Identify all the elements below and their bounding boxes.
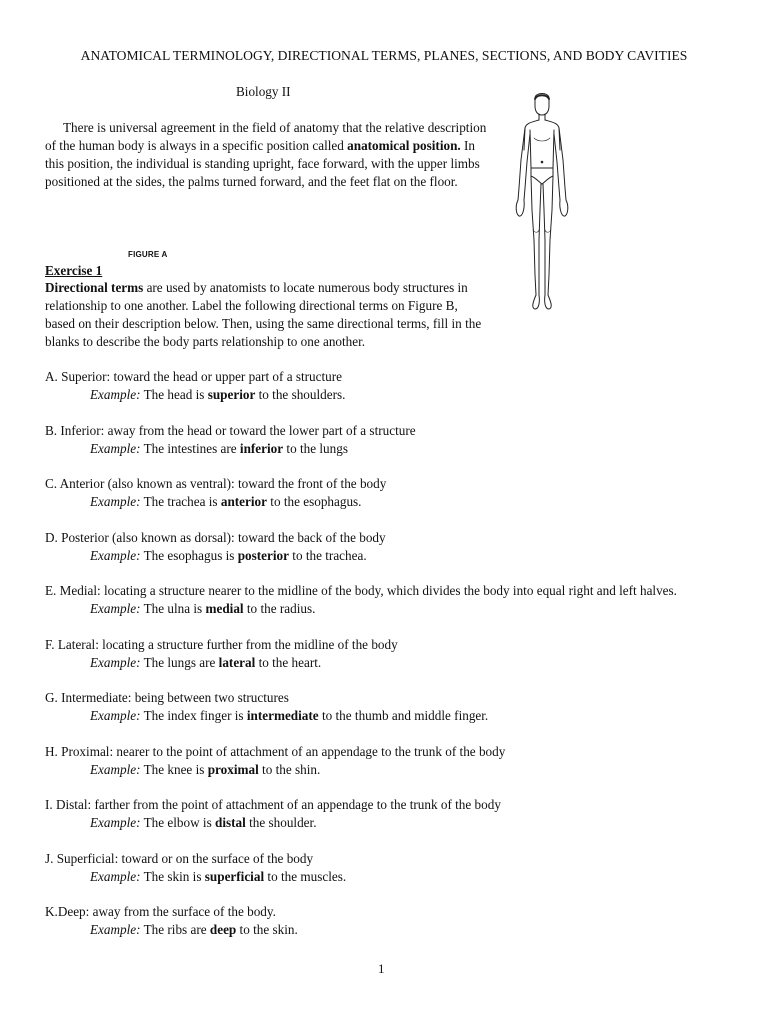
example-label: Example: xyxy=(90,708,141,723)
term-definition: G. Intermediate: being between two structures xyxy=(45,690,289,705)
term-example xyxy=(45,600,735,618)
example-text-before: The esophagus is xyxy=(140,547,238,563)
example-text-before: The lungs are xyxy=(140,654,219,670)
example-label: Example: xyxy=(90,494,141,509)
exercise-heading: Exercise 1 xyxy=(45,263,103,278)
example-label: Example: xyxy=(90,761,141,777)
example-text-before: The elbow is xyxy=(140,815,216,830)
term-definition: H. Proximal: nearer to the point of attachment of an appendage to the trunk of the body xyxy=(45,743,506,759)
term-item xyxy=(45,636,735,672)
example-text-after: to the skin. xyxy=(236,922,298,937)
example-label: Example: xyxy=(90,601,141,616)
example-bold-term: superficial xyxy=(204,868,265,884)
term-definition: C. Anterior (also known as ventral): toward the front of the body xyxy=(45,476,387,491)
example-bold-term: anterior xyxy=(220,494,267,509)
example-label: Example: xyxy=(90,868,141,884)
example-text-before: The trachea is xyxy=(140,494,221,509)
example-label: Example: xyxy=(90,440,141,456)
example-text-before: The knee is xyxy=(140,761,208,777)
directional-terms-list xyxy=(45,368,735,957)
example-text-after: to the radius. xyxy=(243,601,316,616)
term-item xyxy=(45,582,735,618)
term-example xyxy=(45,761,735,779)
example-label: Example: xyxy=(90,654,141,670)
example-text-after: the shoulder. xyxy=(245,815,317,830)
term-definition: E. Medial: locating a structure nearer to the midline of the body, which divides the body into equal right and left halves. xyxy=(45,583,677,598)
example-text-after: to the thumb and middle finger. xyxy=(318,708,489,723)
page-number: 1 xyxy=(378,961,385,976)
example-label: Example: xyxy=(90,387,141,402)
term-definition: B. Inferior: away from the head or toward the lower part of a structure xyxy=(45,422,416,438)
term-definition: K.Deep: away from the surface of the body. xyxy=(45,904,276,919)
term-definition: A. Superior: toward the head or upper part of a structure xyxy=(45,369,342,384)
term-item xyxy=(45,422,735,458)
example-bold-term: deep xyxy=(209,922,237,937)
term-example xyxy=(45,386,735,404)
example-text-before: The intestines are xyxy=(140,440,240,456)
example-bold-term: superior xyxy=(207,387,256,402)
example-label: Example: xyxy=(90,922,141,937)
example-bold-term: posterior xyxy=(237,547,289,563)
term-definition: I. Distal: farther from the point of attachment of an appendage to the trunk of the body xyxy=(45,797,501,812)
intro-bold-term: anatomical position. xyxy=(347,138,461,153)
intro-text-after: In this position, the individual is standing upright, face forward, with the upper limbs positioned at the sides, the palms turned forward, and the feet flat on the floor. xyxy=(45,138,480,189)
intro-paragraph xyxy=(45,119,495,191)
term-example xyxy=(45,547,735,565)
example-bold-term: medial xyxy=(205,601,244,616)
term-item xyxy=(45,796,735,832)
example-text-before: The ulna is xyxy=(140,601,206,616)
example-bold-term: distal xyxy=(215,815,246,830)
term-item xyxy=(45,850,735,886)
intro-text-before: There is universal agreement in the field of anatomy that the relative description of the human body is always in a specific position called xyxy=(45,120,487,153)
term-item xyxy=(45,689,735,725)
term-example xyxy=(45,493,735,511)
term-example xyxy=(45,707,735,725)
term-item xyxy=(45,368,735,404)
example-text-before: The skin is xyxy=(140,868,205,884)
exercise-description xyxy=(45,279,745,351)
term-example xyxy=(45,868,735,886)
figure-label: FIGURE A xyxy=(128,250,168,259)
example-label: Example: xyxy=(90,815,141,830)
document-subtitle: Biology II xyxy=(236,84,291,99)
example-text-before: The index finger is xyxy=(140,708,247,723)
example-text-after: to the shoulders. xyxy=(255,387,346,402)
term-example xyxy=(45,814,735,832)
example-text-after: to the heart. xyxy=(255,654,322,670)
term-example xyxy=(45,654,735,672)
term-definition: D. Posterior (also known as dorsal): toward the back of the body xyxy=(45,529,386,545)
example-text-before: The head is xyxy=(140,387,208,402)
term-item xyxy=(45,743,735,779)
term-item xyxy=(45,903,735,939)
document-title: ANATOMICAL TERMINOLOGY, DIRECTIONAL TERMS, PLANES, SECTIONS, AND BODY CAVITIES xyxy=(80,48,688,63)
term-example xyxy=(45,440,735,458)
exercise-bold-term: Directional terms xyxy=(45,280,144,295)
term-item xyxy=(45,475,735,511)
example-text-after: to the esophagus. xyxy=(266,494,362,509)
example-bold-term: inferior xyxy=(239,440,284,456)
example-bold-term: lateral xyxy=(218,654,256,670)
example-text-before: The ribs are xyxy=(140,922,210,937)
term-item xyxy=(45,529,735,565)
example-bold-term: intermediate xyxy=(246,708,319,723)
example-text-after: to the shin. xyxy=(258,761,321,777)
example-text-after: to the muscles. xyxy=(264,868,347,884)
example-bold-term: proximal xyxy=(207,761,259,777)
term-example xyxy=(45,921,735,939)
term-definition: J. Superficial: toward or on the surface of the body xyxy=(45,850,314,866)
exercise-text: are used by anatomists to locate numerous body structures in relationship to one another. Label the following directional terms on Figure B, based on their description below. Then, using the same directional terms, fill in the blanks to describe the body parts relationship to one another. xyxy=(45,280,482,349)
example-text-after: to the trachea. xyxy=(289,547,367,563)
term-definition: F. Lateral: locating a structure further from the midline of the body xyxy=(45,636,398,652)
example-text-after: to the lungs xyxy=(283,440,348,456)
example-label: Example: xyxy=(90,547,141,563)
